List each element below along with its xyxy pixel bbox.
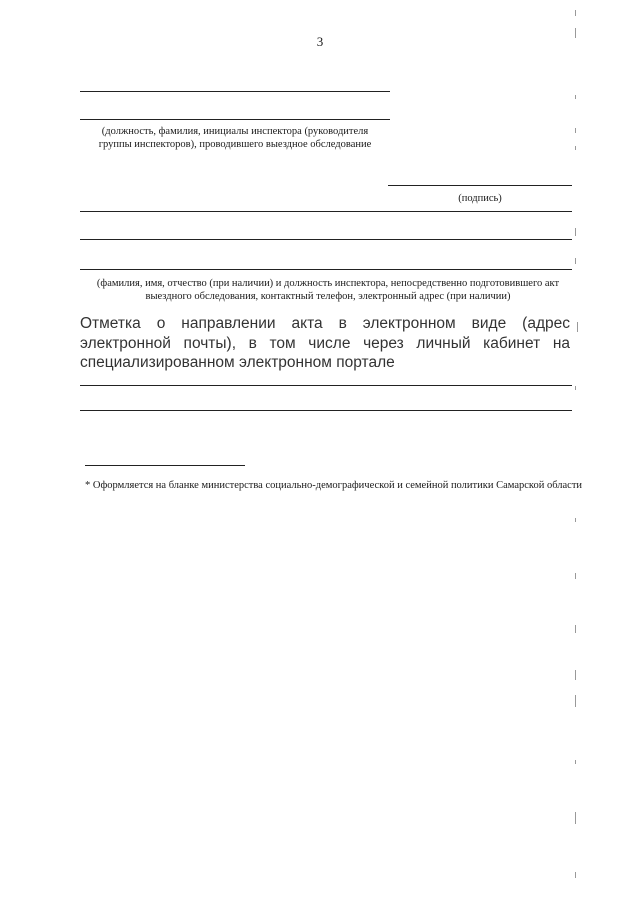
preparer-line-3 [80,269,572,270]
scan-mark [575,625,576,633]
signature-caption: (подпись) [458,193,502,204]
footnote-text: * Оформляется на бланке министерства социально-демографической и семейной политики Самарской области [85,480,583,491]
signature-line [388,185,572,186]
note-line-2 [80,410,572,411]
preparer-line-2 [80,239,572,240]
footnote-separator [85,465,245,466]
scan-mark [575,128,576,133]
scan-mark [575,258,576,264]
inspector-caption-line-2: группы инспекторов), проводившего выездное обследование [98,139,372,150]
scan-mark [575,518,576,522]
preparer-line-1 [80,211,572,212]
scan-mark [575,760,576,764]
scan-mark [575,95,576,99]
scan-mark [575,146,576,150]
scan-mark [575,10,576,16]
inspector-line-1 [80,91,390,92]
scan-mark [575,695,576,707]
preparer-caption-line-1: (фамилия, имя, отчество (при наличии) и должность инспектора, непосредственно подготовившего акт [96,278,560,289]
scan-mark [575,812,576,824]
scan-mark [575,670,576,680]
preparer-caption-line-2: выездного обследования, контактный телефон, электронный адрес (при наличии) [145,291,511,302]
inspector-line-2 [80,119,390,120]
preparer-caption [78,277,578,303]
scan-mark [575,386,576,390]
inspector-caption-line-1: (должность, фамилия, инициалы инспектора (руководителя [101,126,369,137]
scan-mark [575,28,576,38]
electronic-sending-note: Отметка о направлении акта в электронном виде (адрес электронной почты), в том числе через личный кабинет на специализированном электронном портале [80,315,570,371]
scan-mark [575,573,576,579]
inspector-caption [60,125,410,151]
scan-mark [575,872,576,878]
scan-mark [577,322,578,332]
note-line-1 [80,385,572,386]
page-number: 3 [316,34,324,49]
scan-mark [575,228,576,236]
